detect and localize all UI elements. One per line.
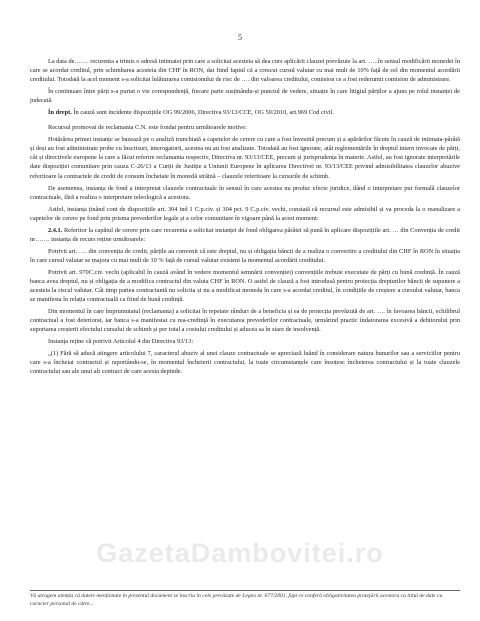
paragraph-text: Astfel, instanța ținând cont de dispozițiile art. 304 ind 1 C.p.civ. și 304 pct. 9 C.p.civ. vechi, constată că recursul este admisibil și va proceda la o reanalizare a capetelor de cerere pe fond prin prisma prevederilor legale și a celor comunitare în vigoare până la acest moment: (30, 205, 460, 222)
paragraph-9 (30, 247, 460, 265)
paragraph-text: La data de……. recurenta a trimis o adresă intimatei prin care a solicitat acesteia să dea curs aplicării clauzei prevăzute la art. …..în sensul modificării monedei în care se acordat creditul, prin schimbarea acesteia din CHF în RON, dat fiind faptul că a crescut cursul valutar cu mai mult de 10% față de cel din momentul acordării creditului. Totodată la acel moment s-a solicitat înlăturarea comisionului de risc de …. din valoarea creditului, comision ce a fost rederumit comision de administrare. (30, 58, 460, 84)
paragraph-text: Referitor la capătul de cerere prin care recurenta a solicitat instanței de fond obligarea pârâtei să pună în aplicare dispozițiile art. … din Convenția de credit nr……. instanța de recurs reține următoarele: (30, 226, 460, 243)
paragraph-text: De asemenea, instanța de fond a interpretat clauzele contractuale în sensul în care acestea nu produc efecte juridice, dând o interpretare pur formală clauzelor contractuale, fără a realiza o interpretare teleologică a acestora. (30, 184, 460, 201)
paragraph-text: În continuare între părți s-a purtat o vie corespondență, fiecare parte susținându-și punctul de vedere, situație în care litigiul părților a ajuns pe rolul instanței de judecată. (30, 88, 460, 105)
paragraph-6 (30, 184, 460, 202)
paragraph-5 (30, 135, 460, 180)
paragraph-recurs-intro (30, 123, 460, 132)
footer-notice (30, 590, 460, 608)
paragraph-text: „(1) Fără să aducă atingere articolului 7, caracterul abuziv al unei clauze contractuale se apreciază luând în considerare natura bunurilor sau a serviciilor pentru care s-a încheiat contractul și raportându-se, în momentul încheierii contractului, la toate circumstanțele care însoțesc încheierea contractului și la toate clauzele contractului sau ale unui alt contract de care acesta depinde. (30, 350, 460, 376)
footer-text: Vă atragem atenția că datele menționate în prezentul document se înscriu în cele prevăzute de Legea nr. 677/2001, fapt ce conferă obligativitatea protejării acestora cu titlul de date cu caracter personal de către... (30, 593, 443, 607)
paragraph-10 (30, 268, 460, 304)
paragraph-text: În cauză sunt incidente dispozițiile OG 99/2006, Directiva 93/13/CCE, OG 50/2010, art.969 Cod civil. (71, 109, 334, 117)
paragraph-text: Instanța reține că potrivit Articolul 4 din Directiva 93/13: (48, 338, 194, 346)
paragraph-7 (30, 205, 460, 223)
footer-divider (30, 590, 460, 591)
paragraph-text: Potrivit art. …. din convenția de credit, părțile au convenit că este dreptul, nu și obligația băncii de a realiza o convertire a creditului din CHF în RON în situația în care cursul valutar se majora cu mai mult de 10 % față de cursul valutar existent la momentul acordării creditului. (30, 247, 460, 264)
paragraph-text: Hotărârea primei instanțe se bazează pe o analiză trunchiată a capetelor de cerere cu care a fost învestită precum și a apărărilor făcute în cauză de intimata-pârâtă și deși au fost administrate probe cu înscrisuri, interogatorii, acestea nu au fost analizate. Totodată au fost ignorate, atât reglementările în dreptul intern invocate de părți, cât și directivele europene la care a făcut referire reclamanta respectiv, Directiva nr. 93/13/CEE, precum și jurisprudența în materie. Astfel, au fost ignorate interpretările date dispoziției comunitare prin cauza C-26/13 a Curții de Justiție a Uniunii Europene în aplicarea Directivei nr. 93/13/CEE privind admisibilitatea clauzelor abuzive referitoare la contractele de credit de consum încheiate în monedă străină – clauzele referitoare la cursurile de schimb. (30, 136, 460, 180)
paragraph-text: Potrivit art. 970C.civ. vechi (aplicabil în cauză având în vedere momentul semnării convenției) convențiile trebuie executate de părți cu bună credință. În cauză banca avea dreptul, nu și obligația de a modifica contractul din valuta CHF în RON. O astfel de clauză a fost introdusă pentru protecția drepturilor băncii de supunere a acesteia la riscul valutar. Cât timp partea contractantă nu solicita și nu a modificat moneda în care s-a acordat creditul, în condițiile de creștere a cursului valutar, banca se manifesta în relația contractuală ca fiind de bună credință. (30, 268, 460, 304)
page-number: 5 (238, 33, 242, 42)
paragraph-text: Din momentul în care împrumutatul (reclamanta) a solicitat în repetate rânduri de a beneficia și ea de protecția prevăzută de art. …. în favoarea băncii, echilibrul contractual a fost deteriorat, iar banca s-a manifestat cu rea-credință în executarea prevederilor contractuale, urmărind practic îndatorarea excesivă a debitorului prin suportarea creșterii efectului cursului de schimb și per total a costului creditului și aducea sa în stare de insolvență. (30, 308, 460, 334)
paragraph-2-4-1 (30, 226, 460, 244)
paragraph-in-drept (30, 108, 460, 117)
paragraph-lead: 2.4.1. (48, 226, 63, 234)
site-watermark: GazetaDambovitei.ro (96, 538, 384, 568)
paragraph-lead: În drept. (48, 109, 72, 117)
paragraph-12 (30, 337, 460, 346)
paragraph-11 (30, 307, 460, 334)
paragraph-2 (30, 87, 460, 105)
paragraph-directive-quote (30, 349, 460, 376)
paragraph-text: Recursul promovat de reclamanta C.N. este fondat pentru următoarele motive: (48, 124, 247, 132)
paragraph-1 (30, 57, 460, 84)
document-body (30, 57, 460, 379)
